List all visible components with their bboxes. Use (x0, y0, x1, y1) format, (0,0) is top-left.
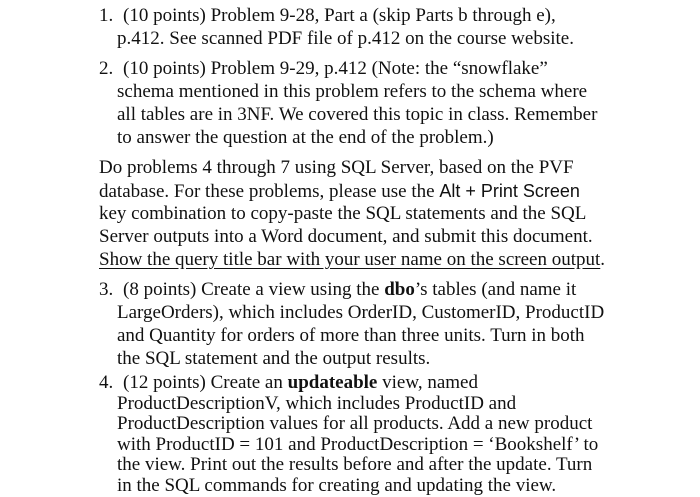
item-4-line-1-text-a: (12 points) Create an (123, 372, 288, 393)
item-1-number: 1. (99, 5, 114, 26)
item-3-line-3: and Quantity for orders of more than three units. Turn in both (117, 325, 585, 346)
item-2-line-3: all tables are in 3NF. We covered this topic in class. Remember (117, 104, 598, 125)
key-combination-text: Alt + Print Screen (439, 181, 580, 201)
instructions-line-2-text: database. For these problems, please use the (99, 181, 440, 202)
item-2-number: 2. (99, 58, 114, 79)
underlined-requirement: Show the query title bar with your user name on the screen output (99, 249, 601, 270)
item-4-line-2: ProductDescriptionV, which includes ProductID and (117, 392, 517, 414)
item-2-line-2: schema mentioned in this problem refers to the schema where (117, 81, 588, 102)
item-4-number: 4. (99, 372, 114, 393)
instructions-line-1: Do problems 4 through 7 using SQL Server, based on the PVF (99, 157, 574, 178)
item-4-line-1 (123, 372, 478, 394)
item-3-line-2: LargeOrders), which includes OrderID, CustomerID, ProductID (117, 302, 605, 323)
item-4-line-3: ProductDescription values for all products. Add a new product (117, 413, 593, 434)
item-2-line-4: to answer the question at the end of the problem.) (117, 127, 494, 148)
instructions-line-2 (99, 180, 580, 203)
item-3-line-1-text-a: (8 points) Create a view using the (123, 279, 385, 300)
item-4-line-6: in the SQL commands for creating and updating the view. (117, 474, 557, 496)
item-2-line-1: (10 points) Problem 9-29, p.412 (Note: the “snowflake” (123, 58, 548, 79)
item-3-line-1-text-b: ’s tables (and name it (414, 279, 577, 300)
item-1-line-1: (10 points) Problem 9-28, Part a (skip Parts b through e), (123, 5, 556, 26)
instructions-line-3: key combination to copy-paste the SQL statements and the SQL (99, 203, 587, 224)
item-4-line-1-text-b: view, named (377, 372, 478, 393)
instructions-line-4: Server outputs into a Word document, and submit this document. (99, 226, 593, 247)
item-3-bold-dbo: dbo (384, 279, 415, 300)
item-4-bold-updateable: updateable (287, 372, 378, 393)
item-4-line-4: with ProductID = 101 and ProductDescription = ‘Bookshelf’ to (117, 433, 599, 455)
instructions-line-5-period: . (600, 249, 606, 270)
item-3-line-4: the SQL statement and the output results. (117, 348, 431, 369)
item-3-number: 3. (99, 279, 114, 300)
item-4-line-5: the view. Print out the results before and after the update. Turn (117, 454, 593, 475)
item-1-line-2: p.412. See scanned PDF file of p.412 on the course website. (117, 28, 574, 49)
instructions-line-5 (99, 249, 605, 271)
item-3-line-1 (123, 279, 576, 301)
